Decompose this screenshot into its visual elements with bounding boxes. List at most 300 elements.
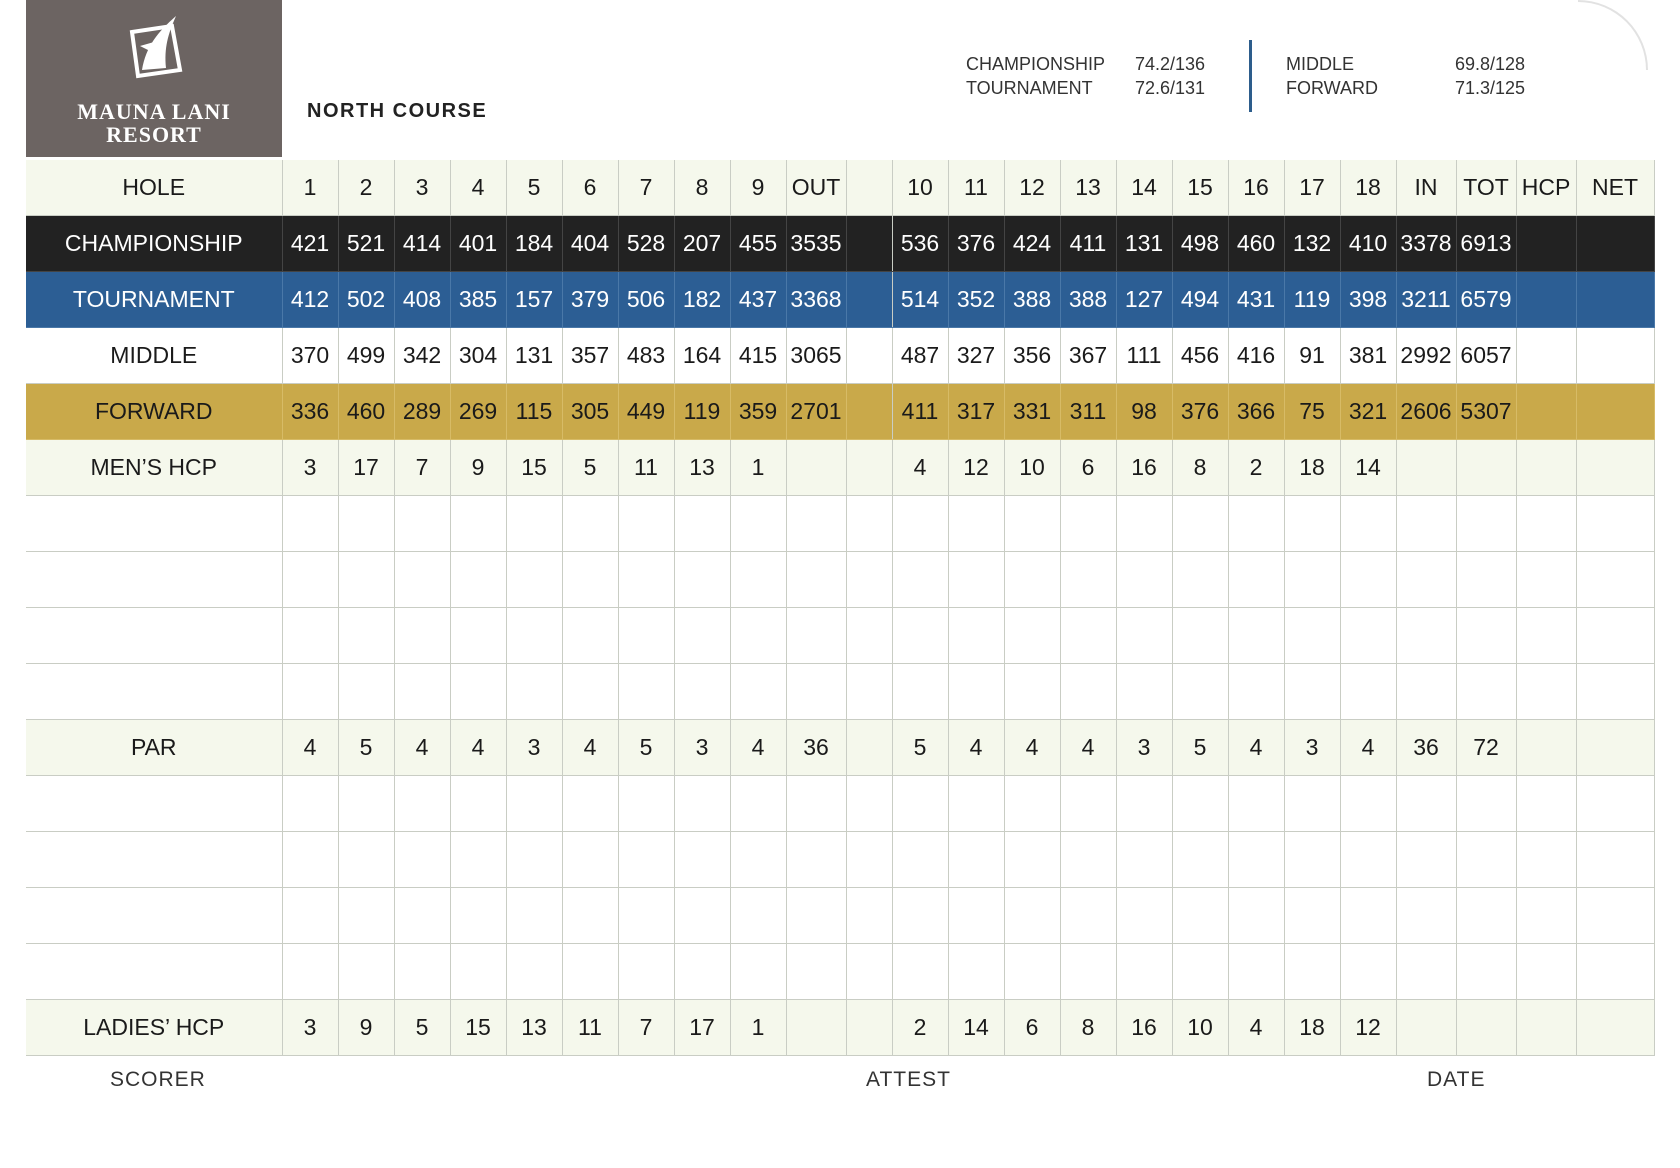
rating-tee-championship: CHAMPIONSHIP (966, 54, 1106, 74)
score-cell[interactable] (282, 888, 338, 944)
score-cell[interactable] (674, 832, 730, 888)
score-cell[interactable] (892, 552, 948, 608)
score-cell: 127 (1116, 272, 1172, 328)
score-cell[interactable] (1060, 832, 1116, 888)
score-cell[interactable] (394, 608, 450, 664)
score-cell[interactable] (1576, 496, 1654, 552)
score-cell[interactable] (1516, 776, 1576, 832)
score-cell: 321 (1340, 384, 1396, 440)
score-cell: 385 (450, 272, 506, 328)
score-cell[interactable] (1516, 664, 1576, 720)
score-cell[interactable] (1516, 888, 1576, 944)
row-label (26, 608, 282, 664)
score-cell[interactable] (1396, 776, 1456, 832)
score-cell[interactable] (948, 608, 1004, 664)
score-cell[interactable] (1172, 888, 1228, 944)
score-cell[interactable] (1004, 552, 1060, 608)
score-cell[interactable] (1396, 832, 1456, 888)
score-cell[interactable] (730, 944, 786, 1000)
score-cell[interactable] (674, 944, 730, 1000)
score-cell[interactable] (1284, 944, 1340, 1000)
score-cell: 5 (338, 720, 394, 776)
score-cell[interactable] (948, 496, 1004, 552)
score-cell[interactable] (506, 608, 562, 664)
score-cell[interactable] (338, 664, 394, 720)
score-cell[interactable] (1116, 832, 1172, 888)
score-cell[interactable] (338, 832, 394, 888)
score-cell: 10 (1172, 1000, 1228, 1056)
score-cell[interactable] (394, 888, 450, 944)
score-cell[interactable] (1396, 664, 1456, 720)
score-cell[interactable] (562, 888, 618, 944)
score-cell[interactable] (1456, 608, 1516, 664)
score-cell (1576, 384, 1654, 440)
score-cell[interactable] (1340, 552, 1396, 608)
score-cell[interactable] (1060, 608, 1116, 664)
score-cell[interactable] (892, 944, 948, 1000)
score-cell[interactable] (450, 776, 506, 832)
score-cell[interactable] (1116, 776, 1172, 832)
score-cell: 8 (674, 160, 730, 216)
score-cell: 5307 (1456, 384, 1516, 440)
score-cell: 75 (1284, 384, 1340, 440)
score-cell: 119 (1284, 272, 1340, 328)
score-cell[interactable] (338, 608, 394, 664)
score-cell[interactable] (1228, 944, 1284, 1000)
score-cell[interactable] (1516, 944, 1576, 1000)
score-cell: 317 (948, 384, 1004, 440)
score-cell: 15 (450, 1000, 506, 1056)
row-label: CHAMPIONSHIP (26, 216, 282, 272)
score-cell: NET (1576, 160, 1654, 216)
score-cell: 415 (730, 328, 786, 384)
score-cell[interactable] (1060, 496, 1116, 552)
score-cell[interactable] (1060, 944, 1116, 1000)
score-cell[interactable] (1116, 496, 1172, 552)
score-cell[interactable] (1004, 608, 1060, 664)
score-cell[interactable] (786, 664, 846, 720)
score-cell[interactable] (394, 496, 450, 552)
score-cell[interactable] (1576, 552, 1654, 608)
score-cell[interactable] (618, 664, 674, 720)
score-cell[interactable] (282, 496, 338, 552)
score-cell[interactable] (618, 888, 674, 944)
score-cell: 331 (1004, 384, 1060, 440)
score-cell[interactable] (786, 496, 846, 552)
score-cell[interactable] (730, 776, 786, 832)
score-cell[interactable] (506, 888, 562, 944)
score-cell: 2701 (786, 384, 846, 440)
score-cell[interactable] (450, 888, 506, 944)
score-cell (1576, 440, 1654, 496)
score-cell: 7 (394, 440, 450, 496)
player-score-row (26, 552, 1654, 608)
score-cell[interactable] (786, 832, 846, 888)
score-cell: 15 (1172, 160, 1228, 216)
score-cell: 207 (674, 216, 730, 272)
middle-row (26, 328, 1654, 384)
score-cell: 404 (562, 216, 618, 272)
score-cell[interactable] (506, 664, 562, 720)
score-cell: 305 (562, 384, 618, 440)
score-cell[interactable] (674, 888, 730, 944)
hole-header-row (26, 160, 1654, 216)
row-label: LADIES’ HCP (26, 1000, 282, 1056)
score-cell: 528 (618, 216, 674, 272)
score-cell (846, 216, 892, 272)
score-cell[interactable] (338, 888, 394, 944)
score-cell[interactable] (394, 832, 450, 888)
score-cell[interactable] (1576, 944, 1654, 1000)
score-cell[interactable] (1284, 608, 1340, 664)
score-cell: 431 (1228, 272, 1284, 328)
score-cell[interactable] (1284, 832, 1340, 888)
score-cell: 15 (506, 440, 562, 496)
scorer-label: SCORER (110, 1068, 206, 1091)
score-cell[interactable] (674, 608, 730, 664)
score-cell: 1 (730, 440, 786, 496)
score-cell[interactable] (892, 776, 948, 832)
score-cell[interactable] (618, 608, 674, 664)
score-cell[interactable] (282, 664, 338, 720)
score-cell[interactable] (1516, 832, 1576, 888)
score-cell: 18 (1340, 160, 1396, 216)
score-cell[interactable] (1172, 608, 1228, 664)
score-cell[interactable] (846, 552, 892, 608)
score-cell: 4 (1340, 720, 1396, 776)
score-cell: TOT (1456, 160, 1516, 216)
score-cell[interactable] (1284, 888, 1340, 944)
score-cell[interactable] (1396, 608, 1456, 664)
score-cell[interactable] (892, 888, 948, 944)
score-cell[interactable] (1060, 888, 1116, 944)
champ-row (26, 216, 1654, 272)
score-cell[interactable] (282, 608, 338, 664)
score-cell: 456 (1172, 328, 1228, 384)
score-cell: 4 (892, 440, 948, 496)
score-cell[interactable] (338, 552, 394, 608)
score-cell[interactable] (394, 776, 450, 832)
score-cell[interactable] (846, 664, 892, 720)
score-cell[interactable] (618, 496, 674, 552)
score-cell: IN (1396, 160, 1456, 216)
score-cell[interactable] (1340, 944, 1396, 1000)
score-cell[interactable] (1116, 552, 1172, 608)
score-cell[interactable] (282, 832, 338, 888)
score-cell: 1 (730, 1000, 786, 1056)
score-cell[interactable] (1576, 664, 1654, 720)
score-cell[interactable] (506, 832, 562, 888)
score-cell[interactable] (1228, 608, 1284, 664)
score-cell[interactable] (450, 832, 506, 888)
score-cell[interactable] (948, 776, 1004, 832)
score-cell[interactable] (1004, 496, 1060, 552)
score-cell[interactable] (1456, 832, 1516, 888)
card-corner (1578, 0, 1648, 70)
score-cell[interactable] (1116, 888, 1172, 944)
score-cell[interactable] (786, 888, 846, 944)
score-cell: 111 (1116, 328, 1172, 384)
score-cell: 3368 (786, 272, 846, 328)
score-cell[interactable] (1516, 552, 1576, 608)
score-cell: 356 (1004, 328, 1060, 384)
score-cell: 3 (674, 720, 730, 776)
score-cell[interactable] (562, 664, 618, 720)
score-cell: 357 (562, 328, 618, 384)
score-cell (1516, 328, 1576, 384)
score-cell[interactable] (730, 552, 786, 608)
row-label: HOLE (26, 160, 282, 216)
score-cell[interactable] (1456, 552, 1516, 608)
score-cell: 367 (1060, 328, 1116, 384)
score-cell: 4 (1228, 720, 1284, 776)
score-cell[interactable] (562, 496, 618, 552)
score-cell[interactable] (562, 832, 618, 888)
score-cell[interactable] (674, 776, 730, 832)
score-cell[interactable] (506, 552, 562, 608)
score-cell[interactable] (1284, 496, 1340, 552)
score-cell[interactable] (394, 552, 450, 608)
score-cell[interactable] (1576, 776, 1654, 832)
score-cell[interactable] (394, 664, 450, 720)
score-cell: 304 (450, 328, 506, 384)
score-cell[interactable] (846, 608, 892, 664)
score-cell[interactable] (450, 496, 506, 552)
score-cell[interactable] (338, 496, 394, 552)
score-cell[interactable] (450, 552, 506, 608)
score-cell[interactable] (1004, 888, 1060, 944)
score-cell[interactable] (674, 496, 730, 552)
score-cell[interactable] (1228, 776, 1284, 832)
score-cell: 3 (506, 720, 562, 776)
score-cell: 12 (948, 440, 1004, 496)
score-cell: 421 (282, 216, 338, 272)
score-cell[interactable] (1340, 664, 1396, 720)
score-cell: 8 (1172, 440, 1228, 496)
score-cell: 13 (674, 440, 730, 496)
score-cell: 6913 (1456, 216, 1516, 272)
rating-value-tournament: 72.6/131 (1135, 78, 1206, 98)
score-cell[interactable] (1340, 832, 1396, 888)
score-cell[interactable] (1228, 888, 1284, 944)
score-cell[interactable] (1516, 608, 1576, 664)
score-cell[interactable] (1060, 664, 1116, 720)
score-cell[interactable] (846, 496, 892, 552)
tourn-row (26, 272, 1654, 328)
score-cell[interactable] (282, 776, 338, 832)
score-cell: 3 (282, 440, 338, 496)
score-cell[interactable] (948, 552, 1004, 608)
score-cell[interactable] (1340, 496, 1396, 552)
score-cell: 388 (1004, 272, 1060, 328)
row-label: MEN’S HCP (26, 440, 282, 496)
score-cell[interactable] (562, 552, 618, 608)
score-cell: 7 (618, 160, 674, 216)
score-cell[interactable] (506, 944, 562, 1000)
player-score-row (26, 664, 1654, 720)
score-cell[interactable] (1576, 888, 1654, 944)
score-cell[interactable] (1116, 944, 1172, 1000)
score-cell: 4 (394, 720, 450, 776)
score-cell: 14 (1116, 160, 1172, 216)
score-cell: 398 (1340, 272, 1396, 328)
score-cell: 483 (618, 328, 674, 384)
score-cell: 455 (730, 216, 786, 272)
score-cell[interactable] (1340, 608, 1396, 664)
score-cell: 11 (562, 1000, 618, 1056)
score-cell: 17 (338, 440, 394, 496)
score-cell[interactable] (1340, 776, 1396, 832)
score-cell: 311 (1060, 384, 1116, 440)
score-cell: 359 (730, 384, 786, 440)
score-cell[interactable] (1060, 776, 1116, 832)
score-cell: 388 (1060, 272, 1116, 328)
score-cell[interactable] (1396, 496, 1456, 552)
score-cell: 17 (674, 1000, 730, 1056)
score-cell: 502 (338, 272, 394, 328)
score-cell[interactable] (1228, 832, 1284, 888)
score-cell[interactable] (1576, 608, 1654, 664)
score-cell[interactable] (846, 944, 892, 1000)
rating-tees-left (966, 52, 1105, 100)
score-cell: 3065 (786, 328, 846, 384)
score-cell: 11 (618, 440, 674, 496)
score-cell (846, 384, 892, 440)
score-cell[interactable] (1116, 664, 1172, 720)
score-cell[interactable] (394, 944, 450, 1000)
row-label (26, 776, 282, 832)
score-cell[interactable] (282, 552, 338, 608)
score-cell[interactable] (1284, 664, 1340, 720)
score-cell[interactable] (730, 664, 786, 720)
score-cell[interactable] (786, 552, 846, 608)
score-cell (1576, 328, 1654, 384)
score-cell: 5 (506, 160, 562, 216)
score-cell[interactable] (892, 608, 948, 664)
score-cell[interactable] (674, 552, 730, 608)
score-cell (1516, 720, 1576, 776)
score-cell[interactable] (892, 664, 948, 720)
score-cell[interactable] (1340, 888, 1396, 944)
score-cell (1576, 272, 1654, 328)
score-cell[interactable] (846, 832, 892, 888)
score-cell: 2606 (1396, 384, 1456, 440)
score-cell[interactable] (786, 944, 846, 1000)
score-cell[interactable] (1396, 944, 1456, 1000)
score-cell: 5 (562, 440, 618, 496)
score-cell[interactable] (1116, 608, 1172, 664)
score-cell: 4 (948, 720, 1004, 776)
score-cell[interactable] (948, 664, 1004, 720)
score-cell: 14 (1340, 440, 1396, 496)
score-cell[interactable] (506, 496, 562, 552)
score-cell[interactable] (450, 664, 506, 720)
score-cell (1516, 440, 1576, 496)
score-cell: 4 (450, 160, 506, 216)
score-cell[interactable] (786, 776, 846, 832)
score-cell[interactable] (338, 776, 394, 832)
score-cell (846, 1000, 892, 1056)
score-cell[interactable] (1456, 496, 1516, 552)
score-cell[interactable] (450, 608, 506, 664)
score-cell: 115 (506, 384, 562, 440)
score-cell[interactable] (730, 608, 786, 664)
score-cell: 376 (948, 216, 1004, 272)
score-cell[interactable] (1228, 552, 1284, 608)
score-cell[interactable] (1284, 776, 1340, 832)
score-cell[interactable] (506, 776, 562, 832)
score-cell[interactable] (562, 608, 618, 664)
score-cell[interactable] (1456, 888, 1516, 944)
score-cell[interactable] (730, 888, 786, 944)
forward-row (26, 384, 1654, 440)
score-cell[interactable] (618, 552, 674, 608)
score-cell[interactable] (338, 944, 394, 1000)
score-cell: 91 (1284, 328, 1340, 384)
score-cell[interactable] (1172, 776, 1228, 832)
player-score-row (26, 776, 1654, 832)
score-cell[interactable] (892, 496, 948, 552)
score-cell[interactable] (1004, 832, 1060, 888)
score-cell[interactable] (1396, 888, 1456, 944)
score-cell: 14 (948, 1000, 1004, 1056)
score-cell[interactable] (1172, 832, 1228, 888)
score-cell[interactable] (1576, 832, 1654, 888)
score-cell: 6 (1060, 440, 1116, 496)
score-cell[interactable] (846, 776, 892, 832)
score-cell[interactable] (674, 664, 730, 720)
score-cell[interactable] (948, 888, 1004, 944)
score-cell[interactable] (730, 496, 786, 552)
score-cell (1516, 1000, 1576, 1056)
score-cell[interactable] (618, 944, 674, 1000)
score-cell[interactable] (282, 944, 338, 1000)
score-cell[interactable] (562, 776, 618, 832)
score-cell[interactable] (1284, 552, 1340, 608)
score-cell: 536 (892, 216, 948, 272)
score-cell[interactable] (1004, 944, 1060, 1000)
score-cell[interactable] (948, 832, 1004, 888)
rating-tee-forward: FORWARD (1286, 78, 1378, 98)
score-cell[interactable] (562, 944, 618, 1000)
score-cell[interactable] (618, 776, 674, 832)
score-cell: 9 (730, 160, 786, 216)
score-cell[interactable] (730, 832, 786, 888)
score-cell[interactable] (1456, 944, 1516, 1000)
score-cell[interactable] (1516, 496, 1576, 552)
score-cell[interactable] (1228, 664, 1284, 720)
score-cell[interactable] (948, 944, 1004, 1000)
score-cell[interactable] (1172, 552, 1228, 608)
score-cell[interactable] (618, 832, 674, 888)
score-cell[interactable] (786, 608, 846, 664)
score-cell: 36 (786, 720, 846, 776)
score-cell[interactable] (1060, 552, 1116, 608)
score-cell[interactable] (1004, 776, 1060, 832)
score-cell[interactable] (1228, 496, 1284, 552)
score-cell[interactable] (1396, 552, 1456, 608)
score-cell[interactable] (1456, 776, 1516, 832)
score-cell[interactable] (1004, 664, 1060, 720)
score-cell[interactable] (1172, 664, 1228, 720)
score-cell: 6057 (1456, 328, 1516, 384)
score-cell[interactable] (1172, 496, 1228, 552)
score-cell[interactable] (450, 944, 506, 1000)
score-cell[interactable] (846, 888, 892, 944)
score-cell[interactable] (1456, 664, 1516, 720)
score-cell[interactable] (892, 832, 948, 888)
score-cell[interactable] (1172, 944, 1228, 1000)
